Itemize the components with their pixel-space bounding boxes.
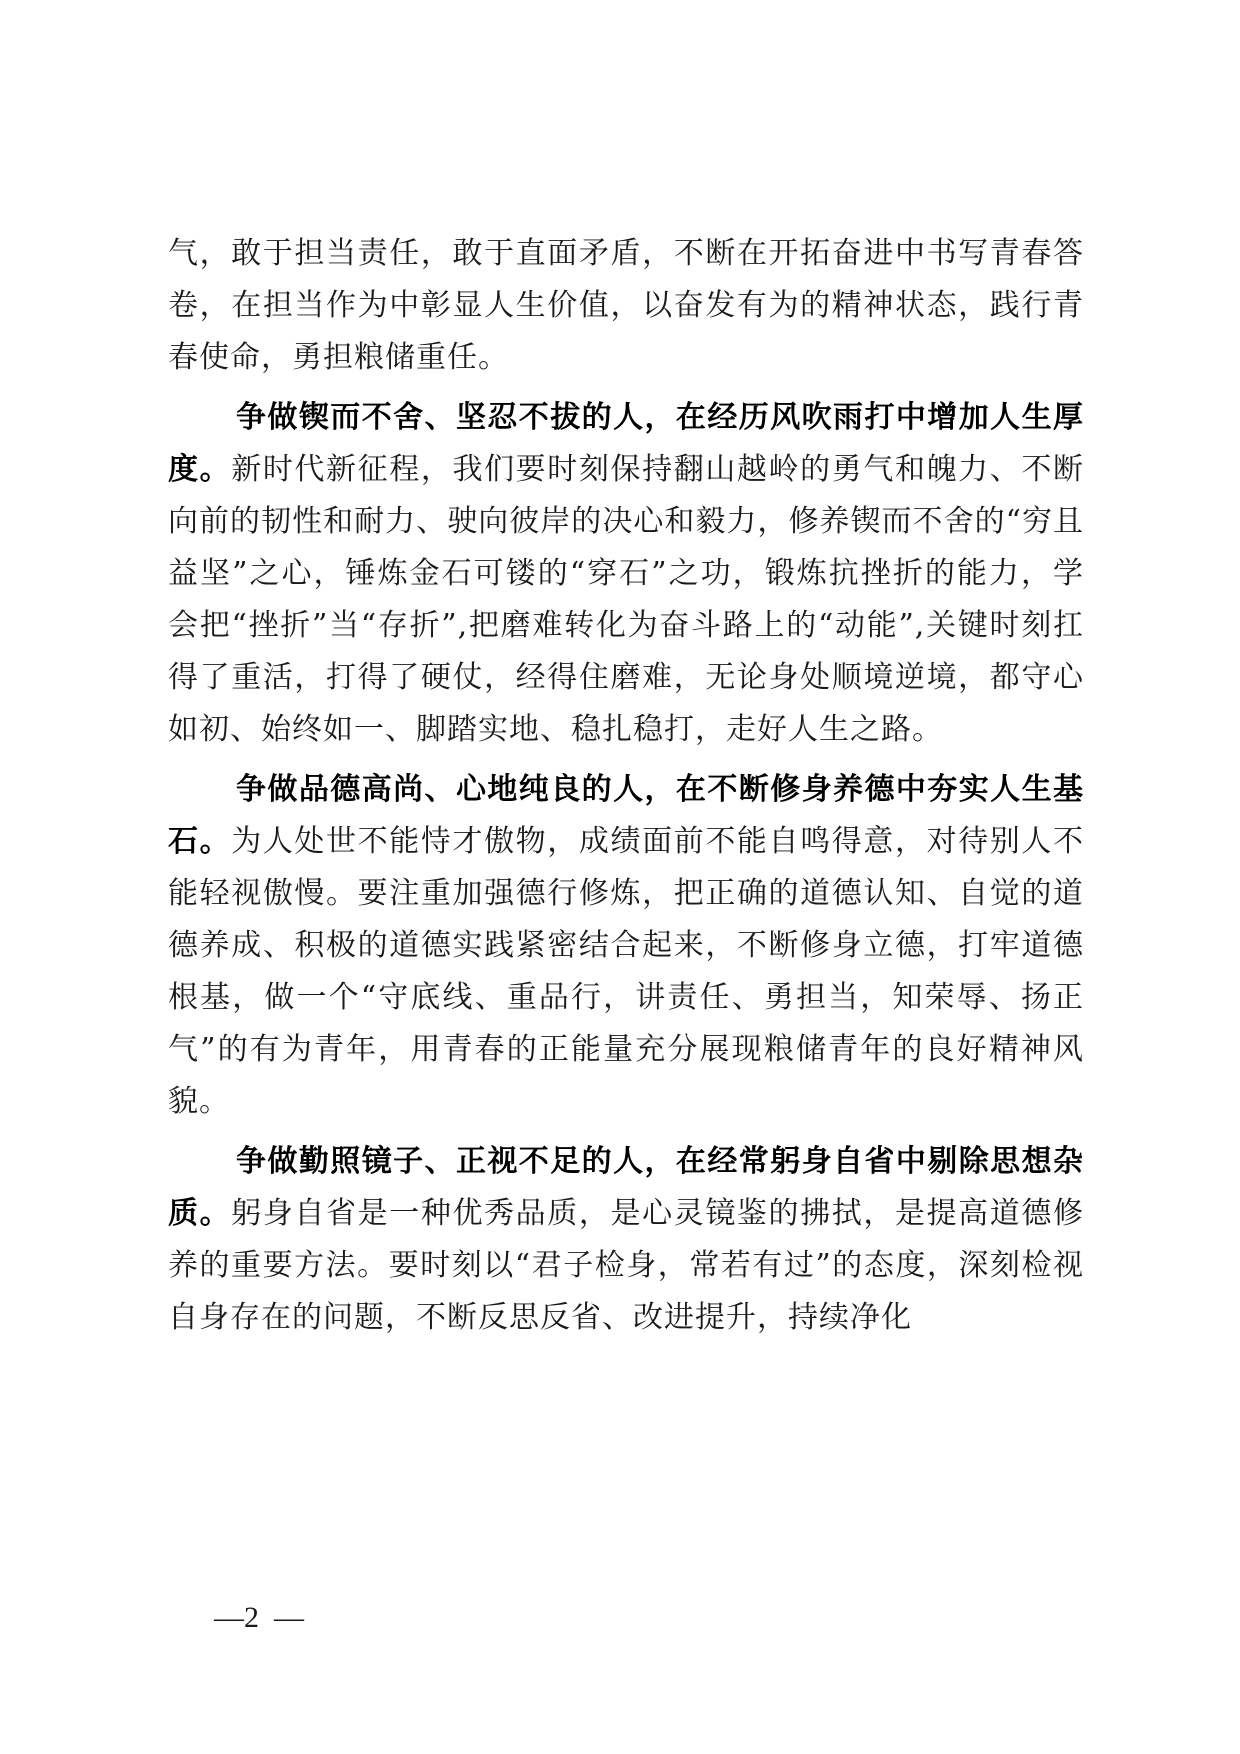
paragraph-4-body: 躬身自省是一种优秀品质，是心灵镜鉴的拂拭，是提高道德修养的重要方法。要时刻以“君子检身，常若有过”的态度，深刻检视自身存在的问题，不断反思反省、改进提升，持续净化 bbox=[168, 1196, 1085, 1335]
paragraph-3-lead: 争做品德高尚、心地纯良的人，在不断修身养德中夯实人生基石。 bbox=[168, 772, 1084, 859]
paragraph-1-body: 气，敢于担当责任，敢于直面矛盾，不断在开拓奋进中书写青春答卷，在担当作为中彰显人生价值，以奋发有为的精神状态，践行青春使命，勇担粮储重任。 bbox=[168, 236, 1084, 375]
paragraph-2 bbox=[168, 392, 1084, 756]
paragraph-4 bbox=[168, 1136, 1084, 1344]
document-body bbox=[168, 228, 1084, 1352]
paragraph-4-lead: 争做勤照镜子、正视不足的人，在经常躬身自省中剔除思想杂质。 bbox=[168, 1144, 1084, 1231]
paragraph-2-lead: 争做锲而不舍、坚忍不拔的人，在经历风吹雨打中增加人生厚度。 bbox=[168, 400, 1084, 487]
paragraph-3 bbox=[168, 764, 1084, 1128]
paragraph-1 bbox=[168, 228, 1084, 384]
paragraph-2-body: 新时代新征程，我们要时刻保持翻山越岭的勇气和魄力、不断向前的韧性和耐力、驶向彼岸的决心和毅力，修养锲而不舍的“穷且益坚”之心，锤炼金石可镂的“穿石”之功，锻炼抗挫折的能力，学会把“挫折”当“存折”,把磨难转化为奋斗路上的“动能”,关键时刻扛得了重活，打得了硬仗，经得住磨难，无论身处顺境逆境，都守心如初、始终如一、脚踏实地、稳扎稳打，走好人生之路。 bbox=[168, 452, 1085, 747]
paragraph-3-body: 为人处世不能恃才傲物，成绩面前不能自鸣得意，对待别人不能轻视傲慢。要注重加强德行修炼，把正确的道德认知、自觉的道德养成、积极的道德实践紧密结合起来，不断修身立德，打牢道德根基，做一个“守底线、重品行，讲责任、勇担当，知荣辱、扬正气”的有为青年，用青春的正能量充分展现粮储青年的良好精神风貌。 bbox=[168, 824, 1085, 1119]
page-number: —2 — bbox=[214, 1601, 304, 1634]
